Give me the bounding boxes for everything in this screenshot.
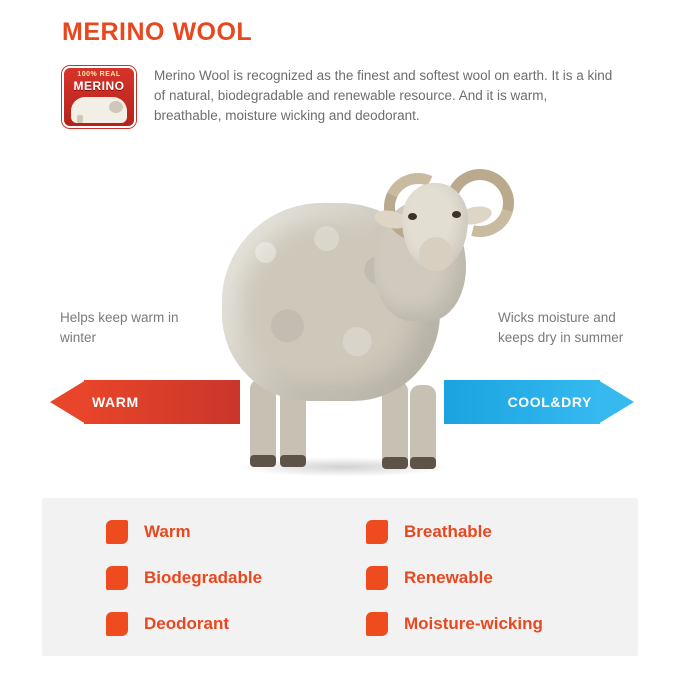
feature-label: Biodegradable	[144, 568, 263, 587]
bullet-chip-icon	[106, 566, 128, 590]
warm-caption: Helps keep warm in winter	[60, 310, 179, 345]
sheep-eye	[452, 211, 461, 218]
feature-item	[366, 520, 626, 544]
badge-sheep-shape	[71, 97, 127, 123]
feature-item	[106, 566, 366, 590]
features-grid	[106, 520, 626, 636]
badge-top-text: 100% REAL	[77, 71, 121, 78]
badge-word-text: MERINO	[73, 79, 125, 93]
sheep-hoof	[410, 457, 436, 469]
feature-item	[366, 612, 626, 636]
feature-item	[106, 612, 366, 636]
cool-dry-caption: Wicks moisture and keeps dry in summer	[498, 310, 624, 345]
arrow-right-head-icon	[598, 380, 634, 424]
bullet-chip-icon	[366, 566, 388, 590]
bullet-chip-icon	[366, 612, 388, 636]
bullet-chip-icon	[106, 520, 128, 544]
arrow-left-head-icon	[50, 380, 86, 424]
bullet-chip-icon	[366, 520, 388, 544]
cool-dry-arrow	[444, 380, 634, 424]
feature-label: Moisture-wicking	[404, 614, 543, 633]
feature-label: Warm	[144, 522, 191, 541]
feature-label: Breathable	[404, 522, 492, 541]
sheep-eye	[408, 213, 417, 220]
bullet-chip-icon	[106, 612, 128, 636]
feature-label: Renewable	[404, 568, 493, 587]
feature-label: Deodorant	[144, 614, 229, 633]
page-title: MERINO WOOL	[62, 18, 253, 46]
sheep-hoof	[280, 455, 306, 467]
feature-item	[106, 520, 366, 544]
sheep-hoof	[382, 457, 408, 469]
sheep-muzzle	[419, 237, 453, 271]
hero-section	[0, 140, 679, 490]
feature-item	[366, 566, 626, 590]
intro-description: Merino Wool is recognized as the finest and softest wool on earth. It is a kind of natural, biodegradable and renewable resource. And it is warm, breathable, moisture wicking and deodorant.	[154, 68, 613, 123]
arrow-left-body	[84, 380, 240, 424]
warm-arrow	[50, 380, 240, 424]
arrow-right-body	[444, 380, 600, 424]
cool-dry-arrow-label: COOL&DRY	[507, 394, 592, 410]
features-panel	[42, 498, 638, 656]
merino-sheep-photo	[206, 145, 496, 485]
warm-arrow-label: WARM	[92, 394, 139, 410]
sheep-hoof	[250, 455, 276, 467]
merino-badge-icon	[62, 66, 136, 128]
sheep-leg	[410, 385, 436, 467]
intro-block	[62, 66, 618, 128]
